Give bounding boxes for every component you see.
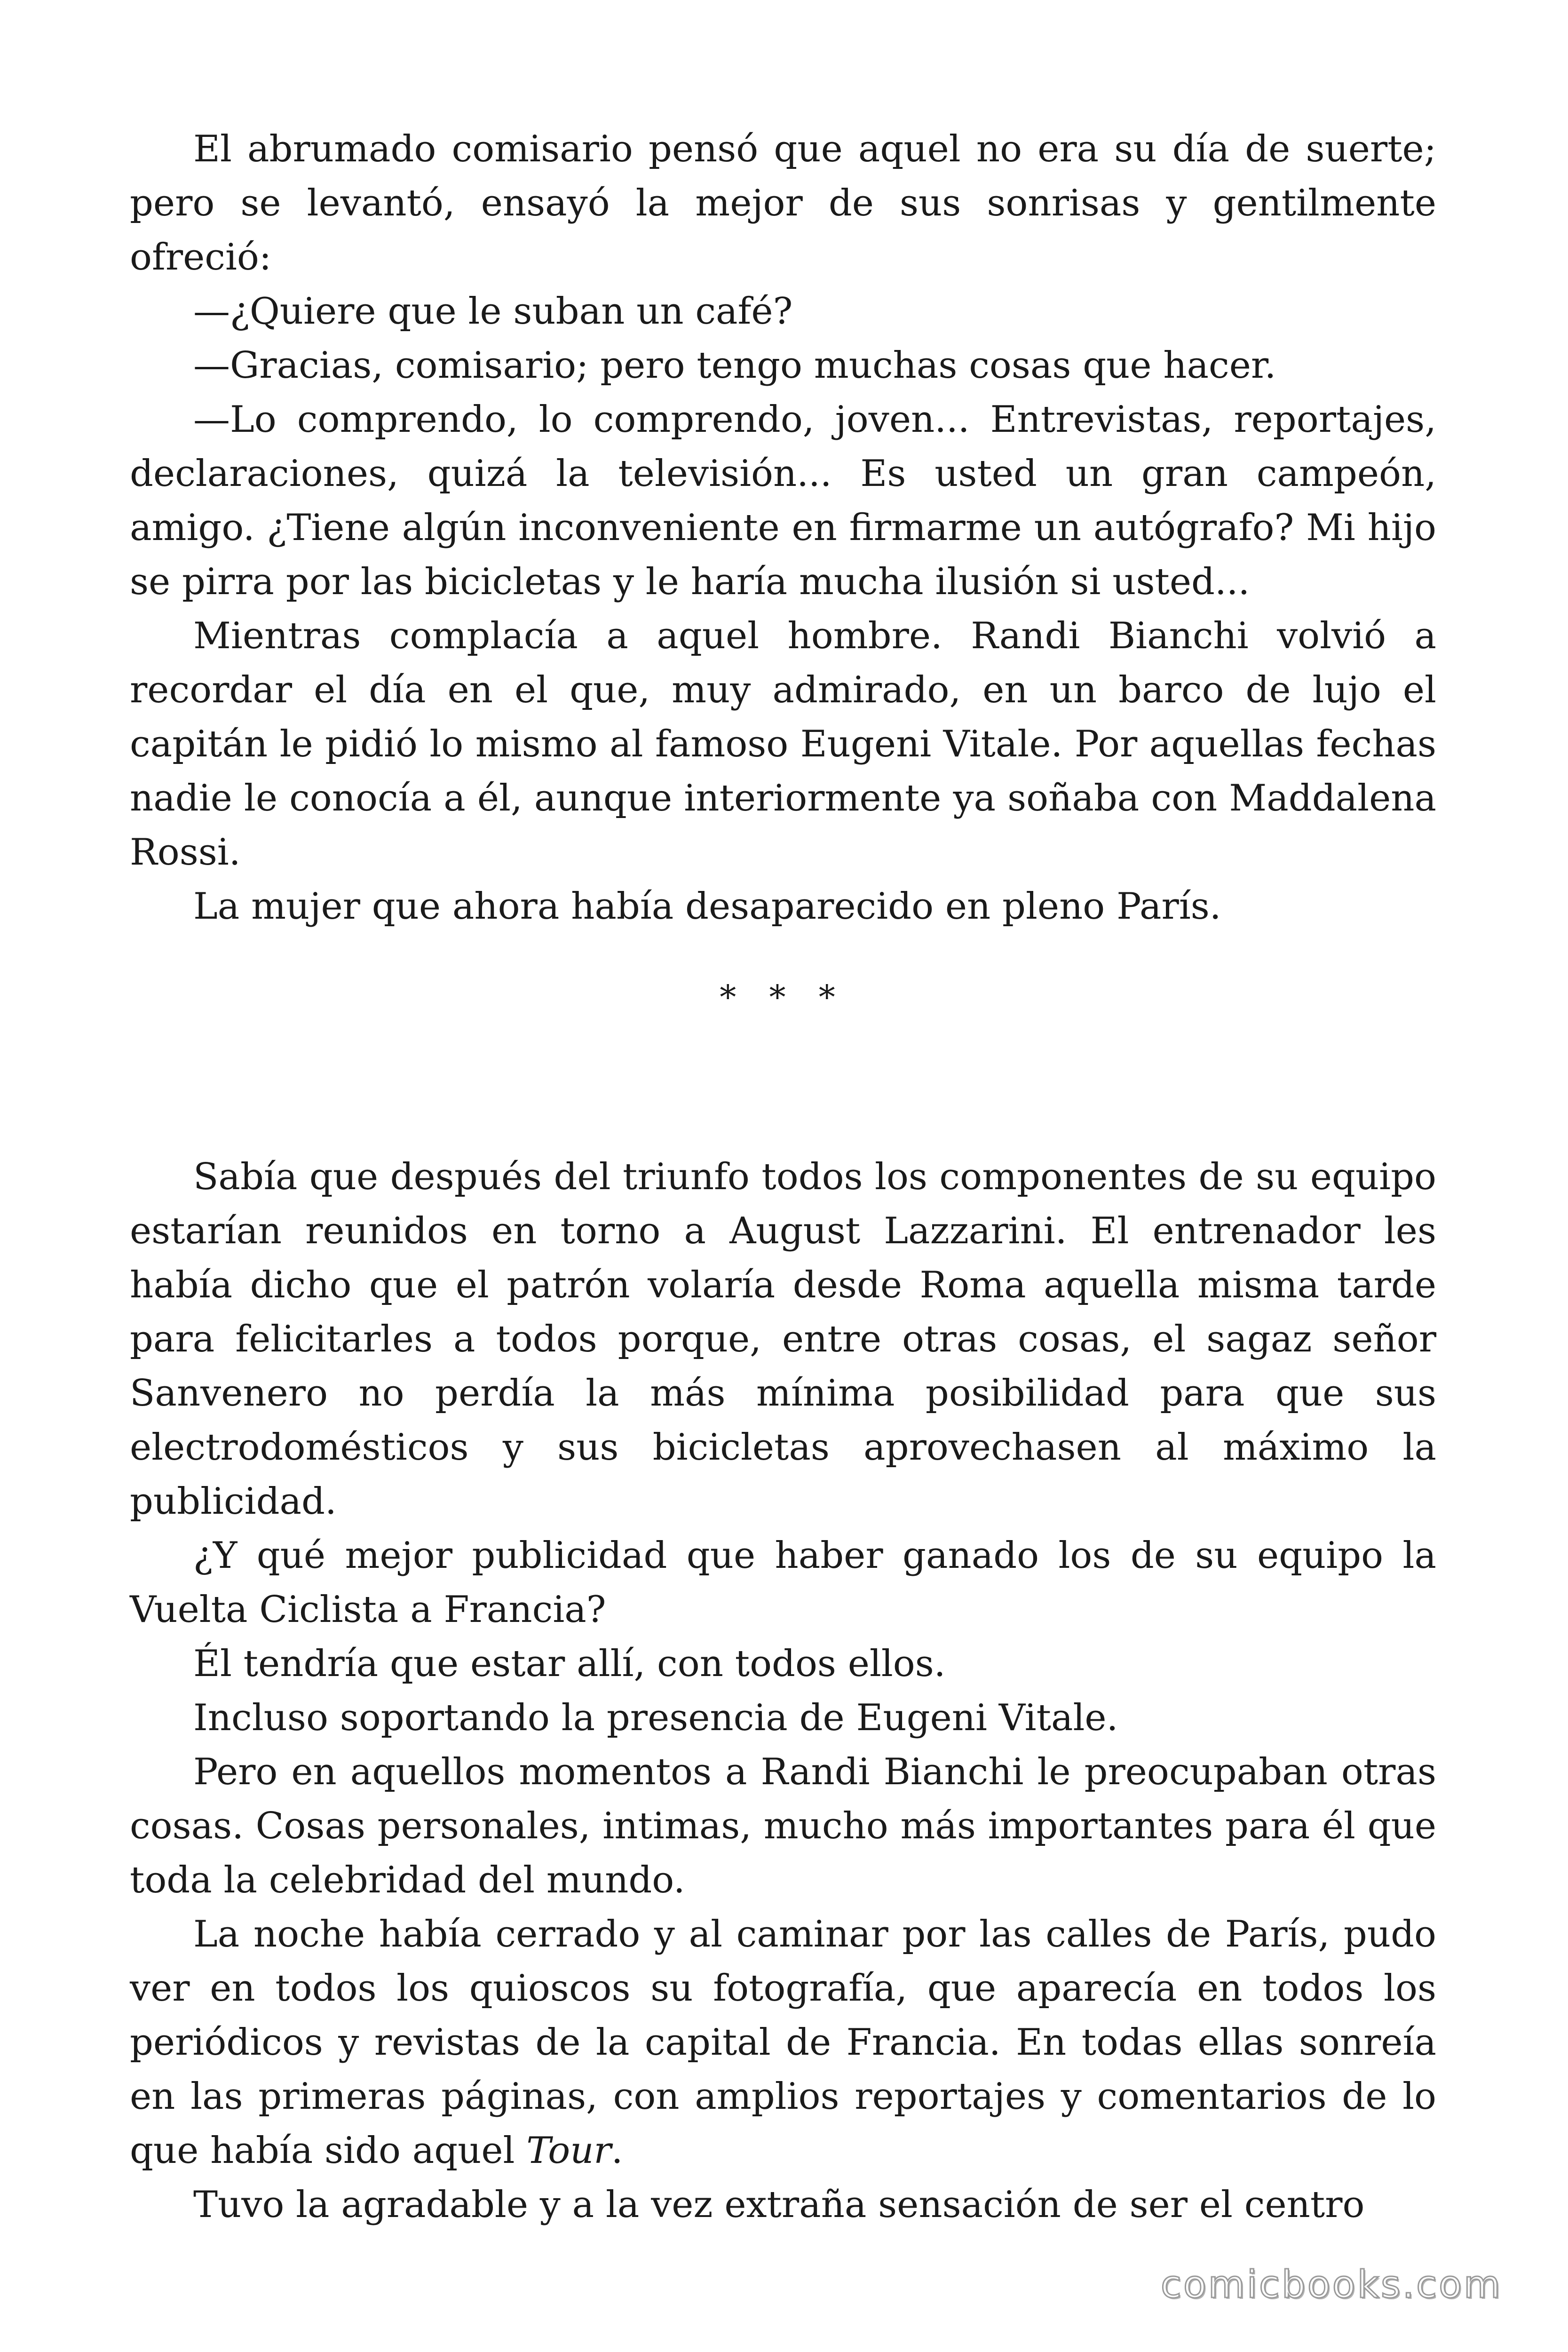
paragraph: Pero en aquellos momentos a Randi Bianchi le preocupaban otras cosas. Cosas personales, intimas, mucho más importantes para él que toda la celebridad del mundo.	[130, 1751, 1436, 1901]
section-separator: * * *	[720, 978, 847, 1017]
paragraph-text: La noche había cerrado y al caminar por las calles de París, pudo ver en todos los quioscos su fotografía, que aparecía en todos los periódicos y revistas de la capital de Francia. En todas ellas sonreía en las primeras páginas, con amplios reportajes y comentarios de lo que había sido aquel	[130, 1913, 1436, 2172]
paragraph: La mujer que ahora había desaparecido en pleno París.	[193, 885, 1221, 928]
paragraph	[130, 1907, 1436, 2178]
text-column	[130, 122, 1436, 2232]
dialogue-line: —Gracias, comisario; pero tengo muchas cosas que hacer.	[193, 344, 1276, 387]
paragraph: Sabía que después del triunfo todos los componentes de su equipo estarían reunidos en torno a August Lazzarini. El entrenador les había dicho que el patrón volaría desde Roma aquella misma tarde para felicitarles a todos porque, entre otras cosas, el sagaz señor Sanvenero no perdía la más mínima posibilidad para que sus electrodomésticos y sus bicicletas aprovechasen al máximo la publicidad.	[130, 1156, 1436, 1523]
paragraph: El abrumado comisario pensó que aquel no era su día de suerte; pero se levantó, ensayó la mejor de sus sonrisas y gentilmente ofreció:	[130, 128, 1436, 278]
paragraph: Tuvo la agradable y a la vez extraña sensación de ser el centro	[193, 2184, 1365, 2226]
dialogue-line: —Lo comprendo, lo comprendo, joven... Entrevistas, reportajes, declaraciones, quizá la televisión... Es usted un gran campeón, amigo. ¿Tiene algún inconveniente en firmarme un autógrafo? Mi hijo se pirra por las bicicletas y le haría mucha ilusión si usted...	[130, 398, 1436, 603]
watermark-logo: comicbooks.com	[1160, 2263, 1502, 2306]
paragraph-text: .	[611, 2130, 623, 2172]
paragraph: Incluso soportando la presencia de Eugeni Vitale.	[193, 1697, 1118, 1739]
italic-title: Tour	[526, 2130, 611, 2172]
paragraph: Él tendría que estar allí, con todos ellos.	[193, 1643, 946, 1685]
paragraph: ¿Y qué mejor publicidad que haber ganado los de su equipo la Vuelta Ciclista a Francia?	[130, 1534, 1436, 1631]
paragraph: Mientras complacía a aquel hombre. Randi Bianchi volvió a recordar el día en el que, muy admirado, en un barco de lujo el capitán le pidió lo mismo al famoso Eugeni Vitale. Por aquellas fechas nadie le conocía a él, aunque interiormente ya soñaba con Maddalena Rossi.	[130, 615, 1436, 874]
dialogue-line: —¿Quiere que le suban un café?	[193, 290, 793, 333]
